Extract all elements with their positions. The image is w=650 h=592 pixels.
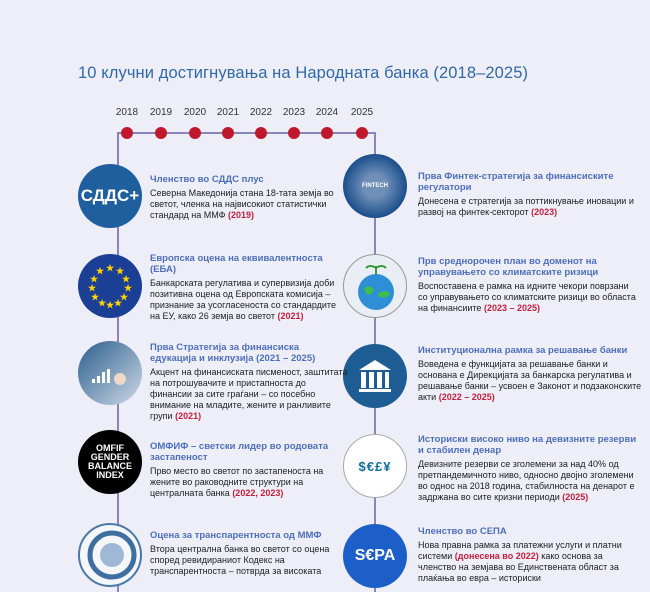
timeline-dot	[155, 127, 167, 139]
achievement-body: Девизните резерви се зголемени за над 40% од претпандемичното ниво, односно двојно зголемени во однос на 2018 година, стабилноста на денарот е задржана во сите кризни периоди	[418, 459, 635, 502]
achievement-heading: Оцена за транспарентноста од ММФ	[150, 530, 322, 541]
achievement-sepa	[418, 526, 640, 584]
omfif-logo-icon: OMFIF GENDER BALANCE INDEX	[78, 430, 142, 494]
svg-text:★: ★	[89, 274, 99, 284]
timeline-dot	[356, 127, 368, 139]
achievement-heading: Членство во СЕПА	[418, 526, 507, 537]
year-label: 2023	[282, 107, 306, 118]
achievement-sdds	[150, 174, 345, 221]
achievement-fintech	[418, 171, 640, 218]
fintech-image-icon: FINTECH	[343, 154, 407, 218]
achievement-heading: Прва Финтек-стратегија за финансиските регулатори	[418, 171, 614, 193]
achievement-highlight: (донесена во 2022)	[454, 551, 539, 561]
achievement-body: Северна Македонија стана 18-тата земја во светот, членка на највисокиот статистички стандард на ММФ	[150, 188, 334, 220]
svg-text:★: ★	[87, 283, 97, 293]
imf-seal-icon	[78, 523, 142, 587]
eu-flag-icon	[78, 254, 142, 318]
svg-text:★: ★	[115, 266, 125, 276]
achievement-body: Акцент на финансиската писменост, заштитата на потрошувачите и пристапноста до финансии за сите граѓани – со посебно внимание на младите, жените и ранливите групи	[150, 367, 348, 421]
achievement-imf-transparency	[150, 530, 345, 577]
svg-text:★: ★	[97, 298, 107, 308]
achievement-body: Воспоставена е рамка на идните чекори поврзани со управувањето со климатските ризици во областа на финансиите	[418, 281, 636, 313]
achievement-year: (2022 – 2025)	[438, 392, 495, 402]
achievement-body: Прво место во светот по застапеноста на жените во раководните структури на централната банка	[150, 466, 324, 498]
sdds-plus-logo-icon: СДДС+	[78, 164, 142, 228]
globe-plants-icon	[343, 254, 407, 318]
achievement-body: Нова правна рамка за платежни услуги и платни системи	[418, 540, 622, 561]
achievement-year: (2023 – 2025)	[483, 303, 540, 313]
page-title: 10 клучни достигнувања на Народната банка (2018–2025)	[78, 64, 529, 82]
achievement-body: Втора централна банка во светот со оцена според ревидираниот Кодекс на транспарентноста – потврда за високата	[150, 544, 330, 576]
achievement-climate-risk	[418, 256, 640, 314]
achievement-heading: Прва Стратегија за финансиска едукација и инклузија (2021 – 2025)	[150, 342, 316, 364]
financial-education-image-icon	[78, 341, 142, 405]
bank-building-icon	[343, 344, 407, 408]
achievement-body: Банкарската регулатива и супервизија доби позитивна оцена од Европската комисија – признание за усогласеноста со стандардите на ЕУ, како 26 земја во светот	[150, 278, 336, 321]
achievement-heading: Европска оцена на еквивалентноста (ЕБА)	[150, 253, 323, 275]
achievement-fx-reserves	[418, 434, 640, 503]
achievement-body-after: како основа за членство на земјава во Единствената област за плаќања во евра – историски	[418, 551, 619, 583]
achievement-year: (2022, 2023)	[232, 488, 284, 498]
svg-text:★: ★	[119, 292, 129, 302]
achievement-year: (2021)	[277, 311, 304, 321]
timeline-dot	[121, 127, 133, 139]
achievement-heading: Прв среднорочен план во доменот на управувањето со климатските ризици	[418, 256, 599, 278]
achievement-heading: Институционална рамка за решавање банки	[418, 345, 628, 356]
timeline-dot	[321, 127, 333, 139]
achievement-heading: ОМФИФ – светски лидер во родовата застапеност	[150, 441, 329, 463]
svg-text:★: ★	[105, 300, 115, 310]
achievement-body: Воведена е функцијата за решавање банки и основана е Дирекцијата за банкарска регулатива и решавање банки – усвоен е Законот и подзаконските акти	[418, 359, 642, 402]
timeline-dot	[255, 127, 267, 139]
achievement-omfif	[150, 441, 345, 499]
currency-coins-icon: $€£¥	[343, 434, 407, 498]
timeline-dot	[189, 127, 201, 139]
achievement-year: (2021)	[175, 411, 202, 421]
year-label: 2021	[216, 107, 240, 118]
year-label: 2019	[149, 107, 173, 118]
year-label: 2018	[115, 107, 139, 118]
svg-text:★: ★	[90, 292, 100, 302]
achievement-year: (2023)	[531, 207, 558, 217]
svg-text:★: ★	[123, 283, 133, 293]
svg-text:★: ★	[113, 298, 123, 308]
achievement-body: Донесена е стратегија за поттикнување иновации и развој на финтек-секторот	[418, 196, 634, 217]
year-label: 2022	[249, 107, 273, 118]
year-label: 2025	[350, 107, 374, 118]
achievement-heading: Членство во СДДС плус	[150, 174, 264, 185]
svg-text:★: ★	[121, 274, 131, 284]
timeline-dot	[222, 127, 234, 139]
timeline-dot	[288, 127, 300, 139]
svg-text:★: ★	[105, 263, 115, 273]
achievement-financial-education	[150, 342, 348, 422]
achievement-year: (2019)	[228, 210, 255, 220]
sepa-logo-icon: S€PA	[343, 524, 407, 588]
achievement-bank-resolution	[418, 345, 644, 403]
achievement-eba	[150, 253, 345, 322]
achievement-heading: Историски високо ниво на девизните резерви и стабилен денар	[418, 434, 637, 456]
svg-text:★: ★	[95, 266, 105, 276]
year-label: 2020	[183, 107, 207, 118]
achievement-year: (2025)	[562, 492, 589, 502]
year-label: 2024	[315, 107, 339, 118]
